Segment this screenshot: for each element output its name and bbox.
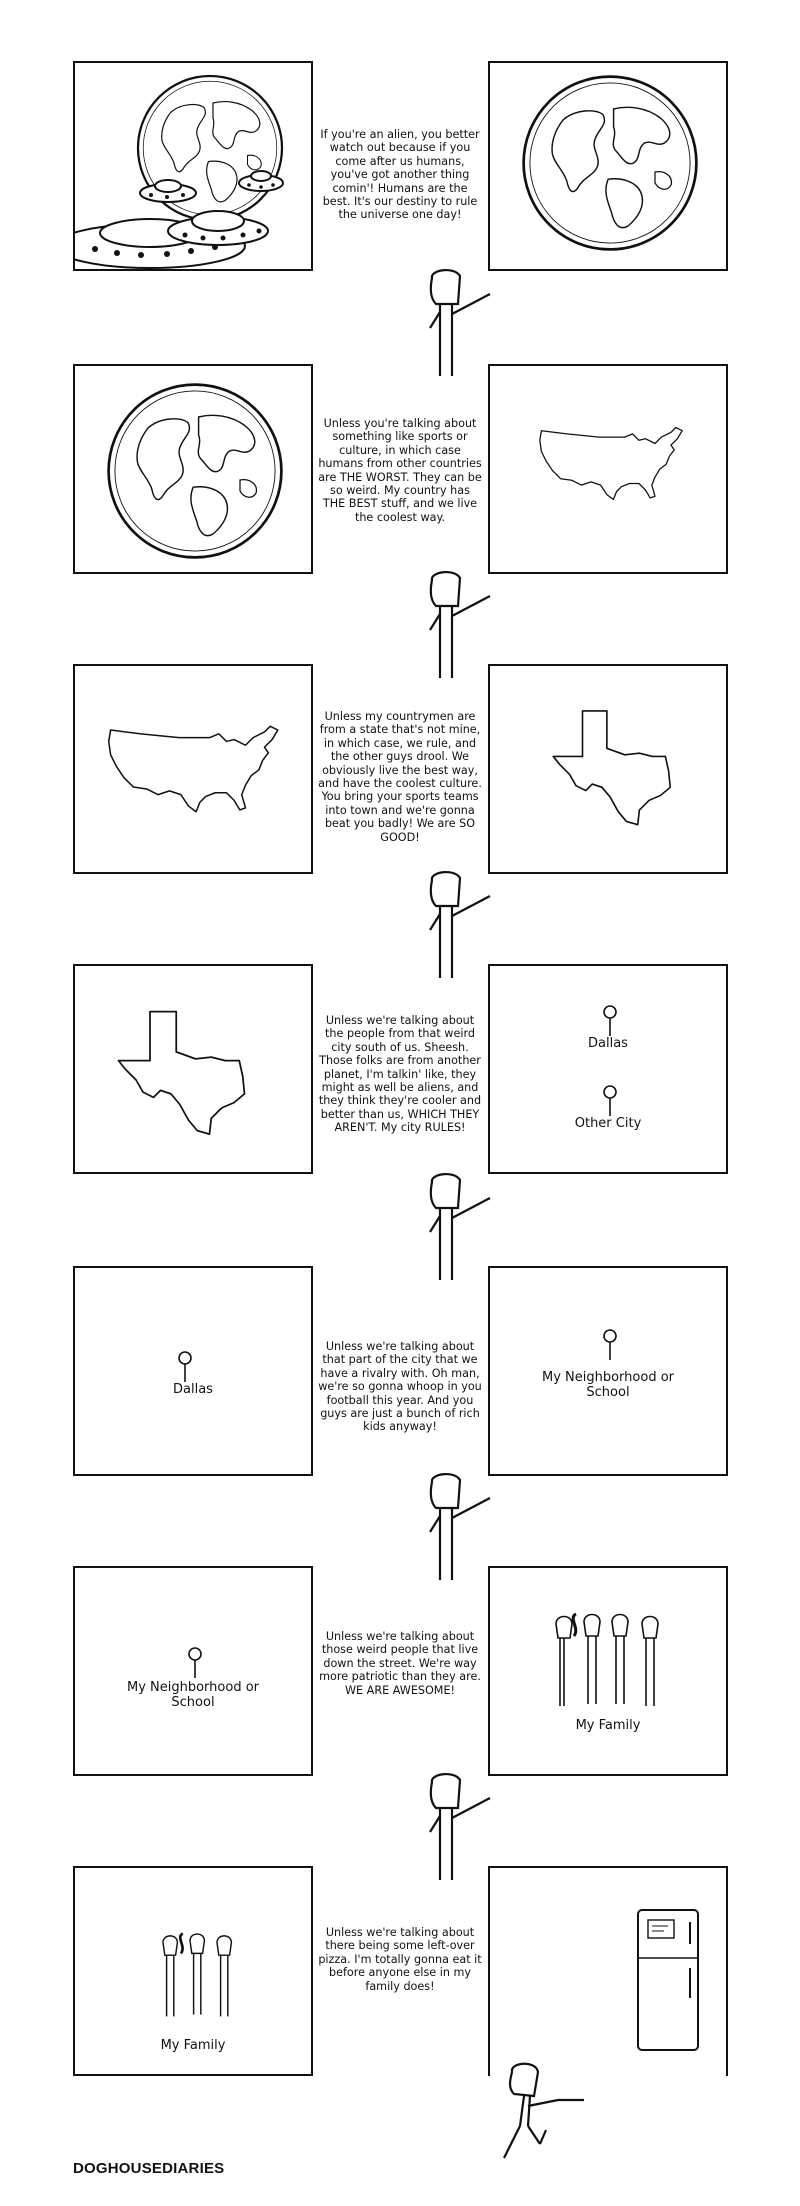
earth-illustration — [75, 366, 313, 574]
speech-text-1: If you're an alien, you better watch out because if you come after us humans, you've got another thing comin'! Humans are the best. It's our destiny to rule the universe one day! — [320, 128, 480, 222]
map-pin-icon — [175, 1350, 195, 1384]
speech-text-7: Unless we're talking about there being some left-over pizza. I'm totally gonna eat it before anyone else in my family does! — [318, 1926, 482, 1993]
panel-3-left — [73, 664, 313, 874]
earth-with-ufos-illustration — [75, 63, 313, 271]
texas-map-outline — [75, 966, 313, 1174]
panel-4-left — [73, 964, 313, 1174]
panel-1-left — [73, 61, 313, 271]
earth-illustration — [490, 63, 728, 271]
usa-map-outline — [75, 666, 313, 874]
map-pin-icon — [600, 1084, 620, 1118]
panel-6-left — [73, 1566, 313, 1776]
panel-2-right — [488, 364, 728, 574]
narrator-running-figure — [498, 2060, 588, 2160]
neighborhood-label: My Neighborhood or School — [126, 1680, 260, 1710]
panel-5-right — [488, 1266, 728, 1476]
family-stick-figures — [550, 1610, 670, 1710]
panel-5-left — [73, 1266, 313, 1476]
map-pin-icon — [185, 1646, 205, 1680]
panel-1-right — [488, 61, 728, 271]
map-pin-icon — [600, 1004, 620, 1038]
map-pin-icon — [600, 1328, 620, 1362]
neighborhood-label: My Neighborhood or School — [541, 1370, 675, 1400]
speech-text-5: Unless we're talking about that part of the city that we have a rivalry with. Oh man, we're so gonna whoop in you football this year. And you guys are just a bunch of rich kids anyway! — [318, 1340, 482, 1434]
panel-7-right — [488, 1866, 728, 2076]
speech-text-2: Unless you're talking about something like sports or culture, in which case humans from other countries are THE WORST. They can be so weird. My country has THE BEST stuff, and we live the coolest way. — [318, 417, 482, 524]
dallas-label: Dallas — [173, 1382, 213, 1397]
panel-6-right — [488, 1566, 728, 1776]
family-stick-figures — [153, 1930, 245, 2020]
other-city-label: Other City — [574, 1116, 642, 1131]
speech-text-6: Unless we're talking about those weird people that live down the street. We're way more patriotic than they are. WE ARE AWESOME! — [319, 1630, 481, 1697]
panel-4-right — [488, 964, 728, 1174]
narrator-stick-figure — [424, 268, 504, 378]
refrigerator-illustration — [490, 1868, 728, 2076]
panel-3-right — [488, 664, 728, 874]
my-family-label: My Family — [575, 1718, 641, 1733]
my-family-label: My Family — [160, 2038, 226, 2053]
site-footer-logo[interactable]: DOGHOUSEDIARIES — [73, 2160, 225, 2177]
panel-7-left — [73, 1866, 313, 2076]
dallas-label: Dallas — [588, 1036, 628, 1051]
speech-text-4: Unless we're talking about the people from that weird city south of us. Sheesh. Those folks are from another planet, I'm talkin' like, they might as well be aliens, and they think they're cooler and better than us, WHICH THEY AREN'T. My city RULES! — [318, 1014, 482, 1135]
speech-text-3: Unless my countrymen are from a state that's not mine, in which case, we rule, and the other guys drool. We obviously live the best way, and have the coolest culture. You bring your sports teams into town and we're gonna beat you badly! We are SO GOOD! — [318, 710, 482, 844]
usa-map-outline — [490, 366, 728, 574]
panel-2-left — [73, 364, 313, 574]
texas-map-outline — [490, 666, 728, 874]
